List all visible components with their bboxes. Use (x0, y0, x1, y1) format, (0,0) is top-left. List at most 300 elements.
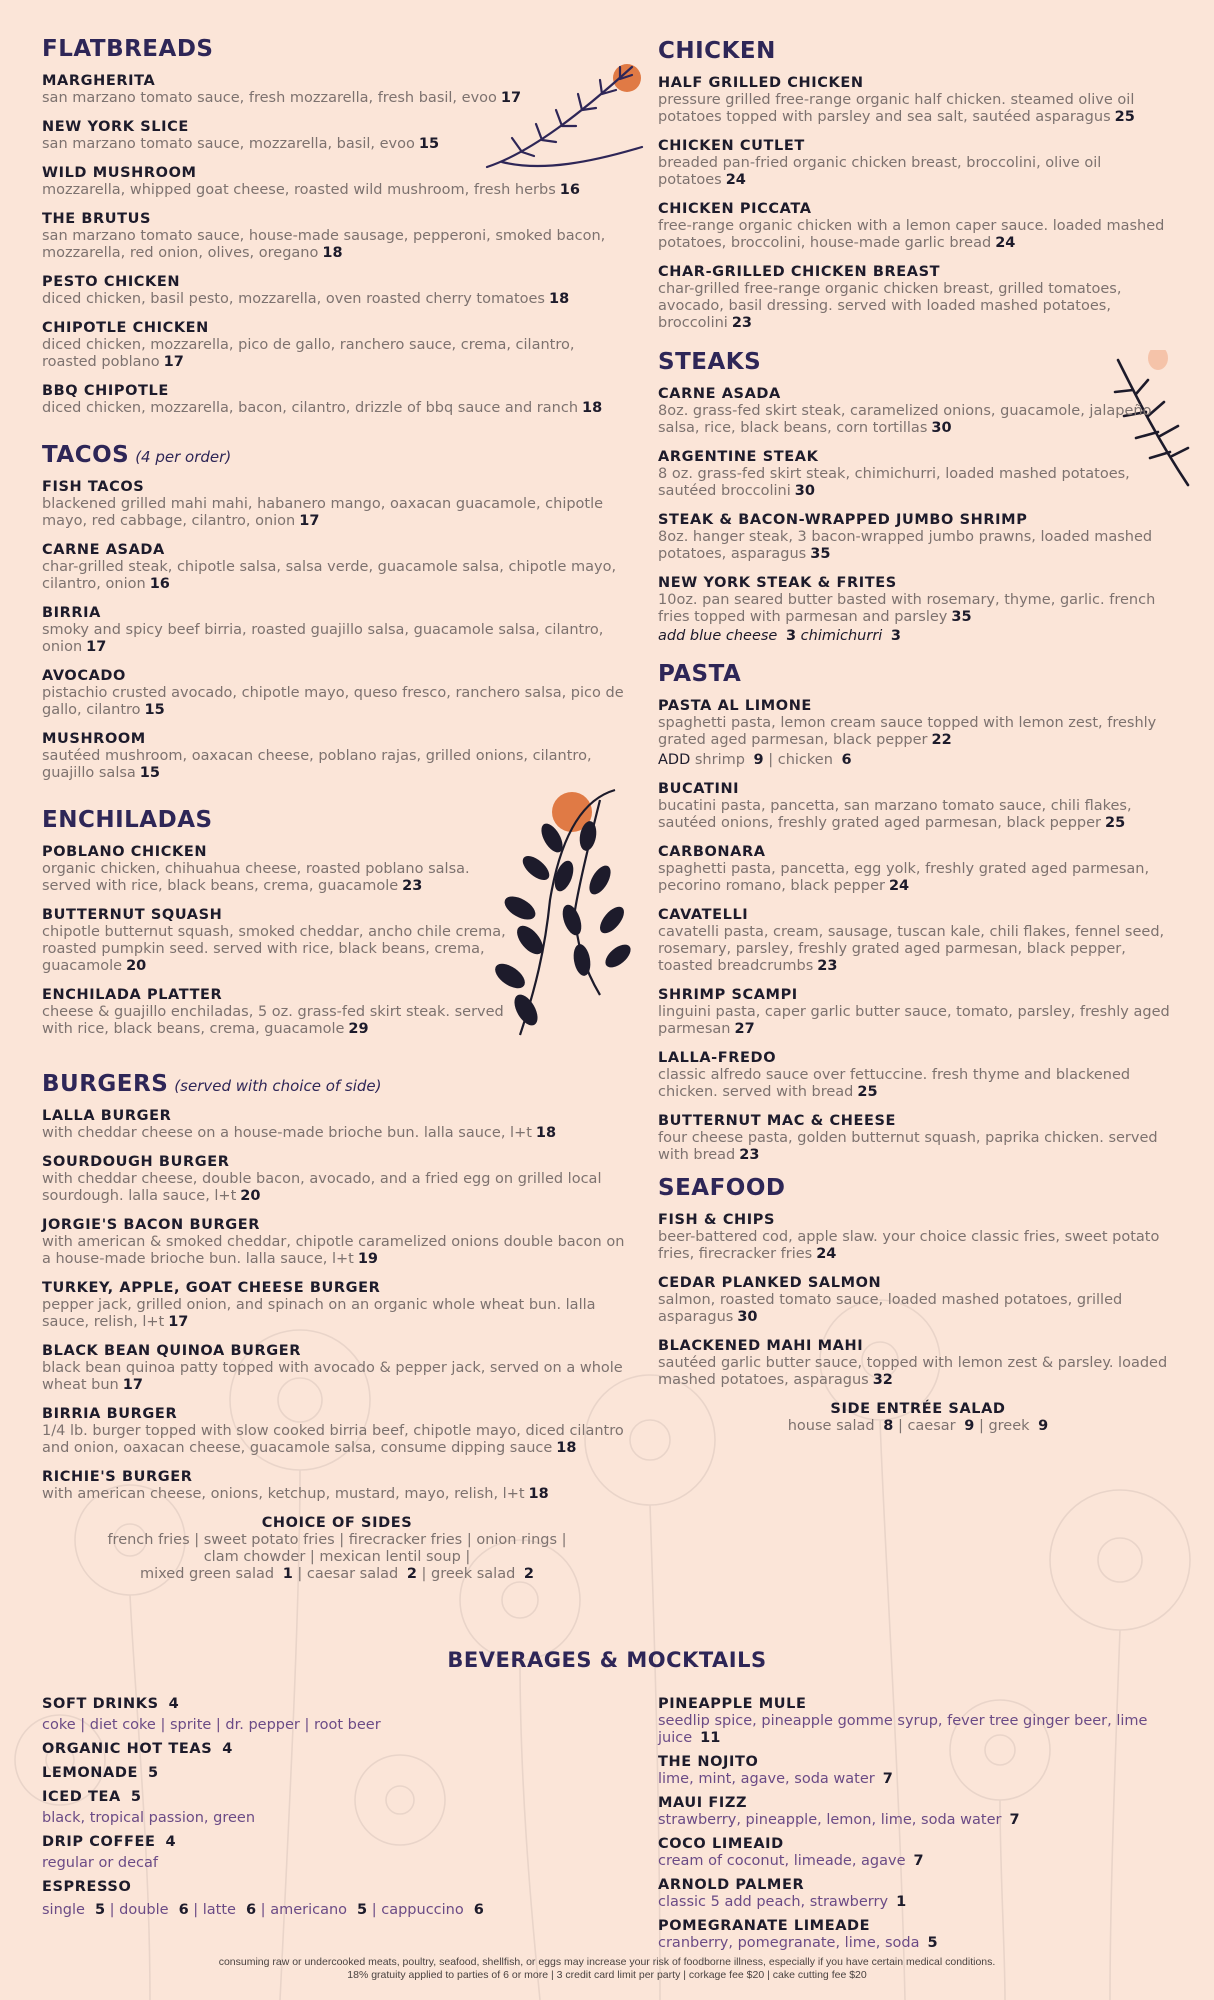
item-price: 18 (528, 1486, 549, 1502)
description-text: 8oz. grass-fed skirt steak, caramelized onions, guacamole, jalapeño salsa, rice, black beans, corn tortillas (658, 403, 1152, 436)
item-price: 24 (995, 235, 1016, 251)
menu-item (42, 1279, 632, 1331)
beverage-name: PINEAPPLE MULE (658, 1696, 807, 1712)
item-description (658, 861, 1178, 895)
menu-item (42, 1216, 632, 1268)
item-description (658, 592, 1178, 626)
addon-label: chimichurri (800, 628, 883, 644)
item-description (658, 403, 1178, 437)
menu-item (658, 385, 1178, 437)
espresso-option: single (42, 1902, 85, 1918)
item-name: RICHIE'S BURGER (42, 1469, 193, 1485)
item-description (42, 1004, 512, 1038)
salad-price: 9 (964, 1418, 975, 1434)
description-text: bucatini pasta, pancetta, san marzano tomato sauce, chili flakes, sautéed onions, freshly grated aged parmesan, black pepper (658, 798, 1132, 831)
menu-item (42, 1342, 632, 1394)
item-description (42, 400, 632, 417)
right-column (658, 38, 1178, 1435)
beverage-name (42, 1764, 602, 1782)
item-name: STEAK & BACON-WRAPPED JUMBO SHRIMP (658, 512, 1028, 528)
item-description (42, 90, 632, 107)
item-name: HALF GRILLED CHICKEN (658, 75, 864, 91)
item-description (42, 291, 632, 308)
description-text: with cheddar cheese, double bacon, avocado, and a fried egg on grilled local sourdough. lalla sauce, l+t (42, 1171, 602, 1204)
beverage-name-text: SOFT DRINKS (42, 1696, 159, 1712)
side-option: | greek salad (421, 1566, 516, 1582)
item-price: 18 (556, 1440, 577, 1456)
item-name: BUCATINI (658, 781, 740, 797)
description-text: breaded pan-fried organic chicken breast, broccolini, olive oil potatoes (658, 155, 1102, 188)
item-name: FISH & CHIPS (658, 1212, 776, 1228)
beverage-name-text: ICED TEA (42, 1789, 121, 1805)
side-price: 2 (406, 1566, 417, 1582)
beverage-price: 5 (927, 1935, 938, 1951)
beverage-price: 5 (148, 1765, 159, 1781)
description-text: sautéed garlic butter sauce, topped with lemon zest & parsley. loaded mashed potatoes, asparagus (658, 1355, 1168, 1388)
beverage-item (42, 1764, 602, 1782)
item-price: 17 (500, 90, 522, 106)
item-description (658, 1229, 1178, 1263)
beverage-name (42, 1788, 602, 1806)
description-text: beer-battered cod, apple slaw. your choice classic fries, sweet potato fries, firecracker fries (658, 1229, 1160, 1262)
item-description (658, 466, 1178, 500)
item-name: ARGENTINE STEAK (658, 449, 819, 465)
beverage-name (42, 1878, 602, 1896)
menu-item (658, 448, 1178, 500)
section-tacos (42, 442, 632, 782)
addon-price: 9 (753, 752, 764, 768)
item-description (42, 337, 632, 371)
sides-line: clam chowder | mexican lentil soup | (203, 1549, 471, 1565)
item-price: 25 (1114, 109, 1135, 125)
menu-item (42, 541, 632, 593)
espresso-option: cappuccino (381, 1902, 464, 1918)
menu-item (42, 1468, 632, 1503)
steak-addons (658, 628, 1178, 645)
addon-price: 3 (785, 628, 797, 644)
item-name: BUTTERNUT SQUASH (42, 907, 223, 923)
description-text: four cheese pasta, golden butternut squash, paprika chicken. served with bread (658, 1130, 1158, 1163)
item-price: 25 (1105, 815, 1126, 831)
item-price: 23 (402, 878, 423, 894)
beverage-name: COCO LIMEAID (658, 1836, 784, 1852)
section-enchiladas (42, 807, 512, 1038)
item-price: 29 (348, 1021, 369, 1037)
section-note: (served with choice of side) (174, 1077, 382, 1095)
menu-item (42, 319, 632, 371)
beverage-price: 4 (222, 1741, 233, 1757)
item-price: 15 (144, 702, 165, 718)
item-price: 30 (931, 420, 952, 436)
description-text: lime, mint, agave, soda water (658, 1771, 875, 1787)
beverages-right-list (658, 1695, 1178, 1958)
description-text: with american & smoked cheddar, chipotle caramelized onions double bacon on a house-made brioche bun. lalla sauce, l+t (42, 1234, 625, 1267)
menu-item (42, 986, 512, 1038)
menu-item (42, 382, 632, 417)
sides-title: CHOICE OF SIDES (261, 1515, 413, 1531)
salad-option: | greek (978, 1418, 1030, 1434)
item-description (658, 715, 1178, 749)
addon-label: add blue cheese (658, 628, 778, 644)
menu-item (42, 210, 632, 262)
description-text: with cheddar cheese on a house-made brioche bun. lalla sauce, l+t (42, 1125, 532, 1141)
footer-line: 18% gratuity applied to parties of 6 or more | 3 credit card limit per party | corkage fee $20 | cake cutting fee $20 (347, 1969, 867, 1981)
item-name: PESTO CHICKEN (42, 274, 181, 290)
side-price: 1 (282, 1566, 293, 1582)
item-name: CHIPOTLE CHICKEN (42, 320, 209, 336)
menu-item (658, 263, 1178, 332)
menu-item (42, 843, 512, 895)
item-description (42, 136, 632, 153)
espresso-price: 5 (357, 1902, 368, 1918)
addon-price: 6 (841, 752, 852, 768)
menu-item (42, 72, 632, 107)
description-text: seedlip spice, pineapple gomme syrup, fever tree ginger beer, lime juice (658, 1713, 1148, 1746)
item-price: 25 (857, 1084, 878, 1100)
description-text: organic chicken, chihuahua cheese, roasted poblano salsa. served with rice, black beans, crema, guacamole (42, 861, 470, 894)
item-price: 20 (240, 1188, 261, 1204)
item-description (42, 496, 632, 530)
beverage-price: 1 (896, 1894, 907, 1910)
footer-line: consuming raw or undercooked meats, poultry, seafood, shellfish, or eggs may increase your risk of foodborne illness, especially if you have certain medical conditions. (218, 1956, 996, 1968)
item-description (658, 924, 1178, 975)
chicken-list (658, 74, 1178, 332)
description-text: spaghetti pasta, pancetta, egg yolk, freshly grated aged parmesan, pecorino romano, black pepper (658, 861, 1150, 894)
item-price: 23 (731, 315, 752, 331)
description-text: pressure grilled free-range organic half chicken. steamed olive oil potatoes topped with parsley and sea salt, sautéed asparagus (658, 92, 1135, 125)
espresso-price: 6 (245, 1902, 257, 1918)
item-description (42, 1171, 632, 1205)
seafood-list (658, 1211, 1178, 1389)
beverage-price: 7 (882, 1771, 893, 1787)
section-title: CHICKEN (658, 38, 776, 64)
item-name: CHAR-GRILLED CHICKEN BREAST (658, 264, 941, 280)
beverage-name: MAUI FIZZ (658, 1795, 748, 1811)
item-name: FISH TACOS (42, 479, 145, 495)
item-price: 23 (817, 958, 838, 974)
menu-item (658, 137, 1178, 189)
item-name: NEW YORK STEAK & FRITES (658, 575, 897, 591)
salad-option: house salad (787, 1418, 875, 1434)
beverage-description: regular or decaf (42, 1855, 158, 1871)
menu-item (42, 906, 512, 975)
pasta-list (658, 697, 1178, 1164)
description-text: pepper jack, grilled onion, and spinach on an organic whole wheat bun. lalla sauce, relish, l+t (42, 1297, 596, 1330)
beverage-item (42, 1695, 602, 1734)
separator: | (367, 1902, 382, 1918)
description-text: char-grilled free-range organic chicken breast, grilled tomatoes, avocado, basil dressing. served with loaded mashed potatoes, broccolini (658, 281, 1122, 331)
beverage-name-text: DRIP COFFEE (42, 1834, 156, 1850)
description-text: strawberry, pineapple, lemon, lime, soda water (658, 1812, 1002, 1828)
beverage-name-text: ESPRESSO (42, 1879, 132, 1895)
beverage-name-text: LEMONADE (42, 1765, 138, 1781)
section-title: FLATBREADS (42, 36, 214, 62)
addon-label: | chicken (768, 752, 833, 768)
flatbreads-list (42, 72, 632, 417)
choice-of-sides (42, 1514, 632, 1583)
beverage-item (42, 1878, 602, 1896)
beverage-price: 7 (1009, 1812, 1020, 1828)
section-pasta (658, 661, 1178, 1164)
beverage-item (658, 1835, 1178, 1870)
item-name: AVOCADO (42, 668, 126, 684)
description-text: 8oz. hanger steak, 3 bacon-wrapped jumbo prawns, loaded mashed potatoes, asparagus (658, 529, 1153, 562)
description-text: 1/4 lb. burger topped with slow cooked birria beef, chipotle mayo, diced cilantro and onion, oaxacan cheese, guacamole salsa, consume dipping sauce (42, 1423, 624, 1456)
description-text: cheese & guajillo enchiladas, 5 oz. grass-fed skirt steak. served with rice, black beans, crema, guacamole (42, 1004, 504, 1037)
description-text: linguini pasta, caper garlic butter sauce, tomato, parsley, freshly aged parmesan (658, 1004, 1170, 1037)
item-description (42, 685, 632, 719)
espresso-option: latte (202, 1902, 236, 1918)
item-description (42, 1234, 632, 1268)
item-name: BIRRIA (42, 605, 101, 621)
burgers-list (42, 1107, 632, 1503)
beverages-title: BEVERAGES & MOCKTAILS (447, 1648, 767, 1672)
description-text: classic alfredo sauce over fettuccine. fresh thyme and blackened chicken. served with bread (658, 1067, 1131, 1100)
item-name: BUTTERNUT MAC & CHEESE (658, 1113, 897, 1129)
addon-label: shrimp (694, 752, 745, 768)
separator: | (105, 1902, 120, 1918)
item-description (658, 92, 1178, 126)
section-title: ENCHILADAS (42, 807, 213, 833)
section-title: PASTA (658, 661, 742, 687)
item-description (42, 559, 632, 593)
item-name: WILD MUSHROOM (42, 165, 197, 181)
item-description (42, 622, 632, 656)
item-price: 17 (86, 639, 107, 655)
section-title: SEAFOOD (658, 1175, 786, 1201)
item-price: 24 (888, 878, 910, 894)
item-name: SHRIMP SCAMPI (658, 987, 798, 1003)
menu-item (658, 1274, 1178, 1326)
beverage-item (42, 1740, 602, 1758)
item-price: 17 (168, 1314, 189, 1330)
section-note: (4 per order) (135, 448, 232, 466)
side-salad-options (658, 1418, 1178, 1435)
menu-item (658, 780, 1178, 832)
item-description (658, 218, 1178, 252)
item-name: BLACK BEAN QUINOA BURGER (42, 1343, 302, 1359)
espresso-option: double (119, 1902, 169, 1918)
espresso-price: 5 (94, 1902, 106, 1918)
description-text: black bean quinoa patty topped with avocado & pepper jack, served on a whole wheat bun (42, 1360, 623, 1393)
side-salad-title: SIDE ENTRÉE SALAD (830, 1401, 1006, 1417)
section-steaks (658, 349, 1178, 645)
section-title-text: TACOS (42, 442, 130, 468)
sides-line: french fries | sweet potato fries | firecracker fries | onion rings | (107, 1532, 567, 1548)
item-name: SOURDOUGH BURGER (42, 1154, 230, 1170)
description-text: cranberry, pomegranate, lime, soda (658, 1935, 920, 1951)
item-price: 19 (357, 1251, 379, 1267)
item-price: 16 (559, 182, 580, 198)
description-text: chipotle butternut squash, smoked cheddar, ancho chile crema, roasted pumpkin seed. served with rice, black beans, crema, guacamole (42, 924, 506, 974)
item-description (658, 529, 1178, 563)
beverage-item (658, 1695, 1178, 1747)
section-title-text: BURGERS (42, 1071, 169, 1097)
menu-item (658, 906, 1178, 975)
beverage-name: POMEGRANATE LIMEADE (658, 1918, 871, 1934)
item-price: 16 (149, 576, 170, 592)
beverage-description: coke | diet coke | sprite | dr. pepper | root beer (42, 1717, 381, 1733)
espresso-price: 6 (473, 1902, 484, 1918)
menu-item (42, 164, 632, 199)
menu-item (658, 1112, 1178, 1164)
item-description (658, 1067, 1178, 1101)
salad-price: 9 (1038, 1418, 1049, 1434)
section-title (42, 1071, 632, 1097)
description-text: free-range organic chicken with a lemon caper sauce. loaded mashed potatoes, broccolini, house-made garlic bread (658, 218, 1165, 251)
beverage-name: THE NOJITO (658, 1754, 759, 1770)
side-price: 2 (523, 1566, 534, 1582)
item-name: ENCHILADA PLATTER (42, 987, 223, 1003)
item-price: 30 (737, 1309, 758, 1325)
section-title: STEAKS (658, 349, 762, 375)
menu-item (658, 1337, 1178, 1389)
item-name: CHICKEN CUTLET (658, 138, 805, 154)
item-name: CARBONARA (658, 844, 766, 860)
item-name: PASTA AL LIMONE (658, 698, 812, 714)
item-price: 15 (418, 136, 440, 152)
item-price: 35 (810, 546, 831, 562)
item-description (658, 281, 1178, 332)
menu-item (42, 1153, 632, 1205)
description-text: with american cheese, onions, ketchup, mustard, mayo, relish, l+t (42, 1486, 525, 1502)
menu-item (658, 697, 1178, 769)
item-price: 30 (794, 483, 815, 499)
menu-item (42, 273, 632, 308)
item-price: 18 (322, 245, 343, 261)
beverage-name-text: ORGANIC HOT TEAS (42, 1741, 213, 1757)
item-price: 27 (734, 1021, 755, 1037)
item-price: 35 (951, 609, 972, 625)
beverage-price: 7 (913, 1853, 924, 1869)
beverage-price: 11 (700, 1730, 721, 1746)
beverage-price: 4 (168, 1696, 180, 1712)
menu-item (42, 1107, 632, 1142)
description-text: cavatelli pasta, cream, sausage, tuscan kale, chili flakes, fennel seed, rosemary, parsley, freshly grated aged parmesan, black pepper, toasted breadcrumbs (658, 924, 1165, 974)
item-price: 18 (535, 1125, 557, 1141)
item-description (42, 924, 512, 975)
beverage-name (42, 1833, 602, 1851)
menu-item (658, 1211, 1178, 1263)
description-text: cream of coconut, limeade, agave (658, 1853, 906, 1869)
item-price: 32 (872, 1372, 893, 1388)
item-name: MARGHERITA (42, 73, 156, 89)
beverage-description: black, tropical passion, green (42, 1810, 256, 1826)
section-title (42, 442, 632, 468)
beverage-item (658, 1917, 1178, 1952)
item-name: TURKEY, APPLE, GOAT CHEESE BURGER (42, 1280, 381, 1296)
item-name: CHICKEN PICCATA (658, 201, 812, 217)
description-text: mozzarella, whipped goat cheese, roasted wild mushroom, fresh herbs (42, 182, 556, 198)
salad-option: | caesar (897, 1418, 956, 1434)
description-text: 8 oz. grass-fed skirt steak, chimichurri, loaded mashed potatoes, sautéed broccolini (658, 466, 1130, 499)
menu-item (658, 986, 1178, 1038)
addon-price: 3 (890, 628, 902, 644)
side-entree-salad (658, 1400, 1178, 1435)
item-name: MUSHROOM (42, 731, 146, 747)
description-text: char-grilled steak, chipotle salsa, salsa verde, guacamole salsa, chipotle mayo, cilantro, onion (42, 559, 617, 592)
beverages-left-list (42, 1695, 602, 1925)
description-text: pistachio crusted avocado, chipotle mayo, queso fresco, ranchero salsa, pico de gallo, cilantro (42, 685, 624, 718)
beverage-description (658, 1894, 1178, 1911)
menu-item (658, 574, 1178, 626)
beverage-description (658, 1812, 1178, 1829)
beverage-description (658, 1713, 1178, 1747)
item-description (42, 1486, 632, 1503)
menu-item (42, 1405, 632, 1457)
item-description (42, 748, 632, 782)
item-description (42, 182, 632, 199)
description-text: smoky and spicy beef birria, roasted guajillo salsa, guacamole salsa, cilantro, onion (42, 622, 604, 655)
item-description (658, 1004, 1178, 1038)
description-text: salmon, roasted tomato sauce, loaded mashed potatoes, grilled asparagus (658, 1292, 1123, 1325)
description-text: spaghetti pasta, lemon cream sauce topped with lemon zest, freshly grated aged parmesan, black pepper (658, 715, 1157, 748)
item-description (42, 1423, 632, 1457)
item-price: 17 (299, 513, 320, 529)
item-description (658, 155, 1178, 189)
tacos-list (42, 478, 632, 782)
beverage-item (42, 1788, 602, 1827)
espresso-options (42, 1902, 602, 1919)
item-description (42, 228, 632, 262)
side-option: | caesar salad (297, 1566, 399, 1582)
item-name: CEDAR PLANKED SALMON (658, 1275, 882, 1291)
description-text: san marzano tomato sauce, house-made sausage, pepperoni, smoked bacon, mozzarella, red onion, olives, oregano (42, 228, 606, 261)
menu-item (658, 843, 1178, 895)
limone-addons (658, 752, 1178, 769)
description-text: san marzano tomato sauce, mozzarella, basil, evoo (42, 136, 415, 152)
beverage-item (658, 1753, 1178, 1788)
salad-price: 8 (883, 1418, 894, 1434)
item-name: THE BRUTUS (42, 211, 152, 227)
item-name: BLACKENED MAHI MAHI (658, 1338, 864, 1354)
menu-item (42, 604, 632, 656)
description-text: diced chicken, basil pesto, mozzarella, oven roasted cherry tomatoes (42, 291, 545, 307)
section-chicken (658, 38, 1178, 332)
espresso-price: 6 (178, 1902, 189, 1918)
description-text: san marzano tomato sauce, fresh mozzarella, fresh basil, evoo (42, 90, 497, 106)
enchiladas-list (42, 843, 512, 1038)
item-price: 24 (816, 1246, 837, 1262)
item-price: 24 (725, 172, 746, 188)
item-description (658, 1355, 1178, 1389)
left-column (42, 36, 632, 1583)
item-name: CAVATELLI (658, 907, 749, 923)
item-name: LALLA-FREDO (658, 1050, 777, 1066)
menu-item (658, 200, 1178, 252)
item-description (42, 1360, 632, 1394)
espresso-option: americano (270, 1902, 348, 1918)
description-text: diced chicken, mozzarella, bacon, cilantro, drizzle of bbq sauce and ranch (42, 400, 579, 416)
item-price: 20 (126, 958, 147, 974)
separator: | (256, 1902, 271, 1918)
item-description (42, 1297, 632, 1331)
steaks-list (658, 385, 1178, 626)
item-description (658, 1292, 1178, 1326)
addon-label: ADD (658, 752, 691, 768)
item-price: 15 (139, 765, 160, 781)
description-text: sautéed mushroom, oaxacan cheese, poblano rajas, grilled onions, cilantro, guajillo salsa (42, 748, 592, 781)
description-text: diced chicken, mozzarella, pico de gallo, ranchero sauce, crema, cilantro, roasted poblano (42, 337, 575, 370)
section-flatbreads (42, 36, 632, 417)
beverage-price: 4 (165, 1834, 177, 1850)
item-description (42, 861, 512, 895)
item-name: CARNE ASADA (658, 386, 781, 402)
item-name: JORGIE'S BACON BURGER (42, 1217, 261, 1233)
beverage-name (42, 1740, 602, 1758)
beverage-name (42, 1695, 602, 1713)
menu-item (42, 478, 632, 530)
